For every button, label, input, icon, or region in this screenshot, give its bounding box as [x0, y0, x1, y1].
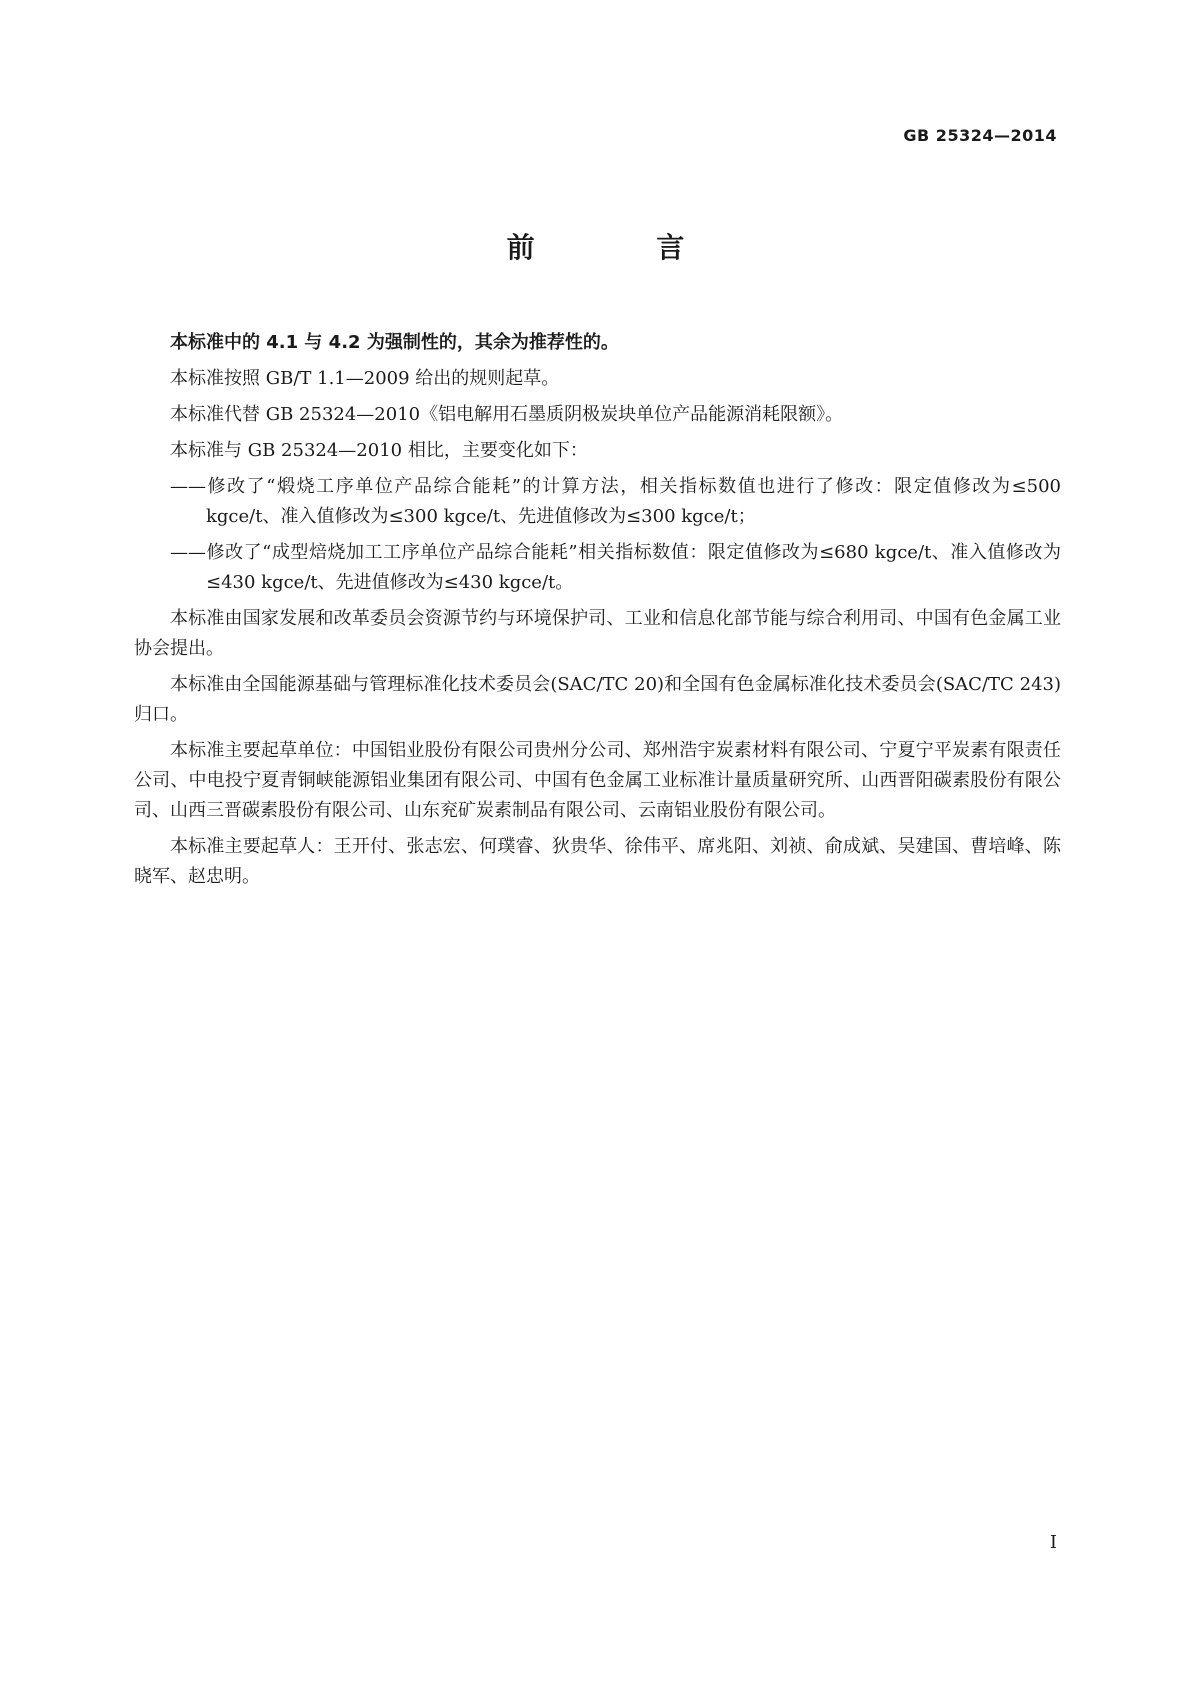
- list-dash: ——: [170, 476, 206, 497]
- change-list-item: [170, 472, 1061, 532]
- list-dash: ——: [170, 542, 206, 563]
- replaces-paragraph: 本标准代替 GB 25324—2010《铝电解用石墨质阴极炭块单位产品能源消耗限额》。: [170, 404, 844, 425]
- page-title: 前 言: [506, 231, 741, 264]
- standard-code: GB 25324—2014: [903, 126, 1057, 145]
- foreword-body: [134, 328, 1061, 892]
- centralized-by-paragraph: 本标准由全国能源基础与管理标准化技术委员会(SAC/TC 20)和全国有色金属标准化技术委员会(SAC/TC 243)归口。: [134, 674, 1061, 725]
- change-list-item: [170, 538, 1061, 598]
- changes-intro-paragraph: 本标准与 GB 25324—2010 相比，主要变化如下：: [170, 440, 588, 461]
- change-item-text: 修改了“煅烧工序单位产品综合能耗”的计算方法，相关指标数值也进行了修改：限定值修改为≤500 kgce/t、准入值修改为≤300 kgce/t、先进值修改为≤300 kgce/t；: [206, 476, 1061, 527]
- mandatory-clause-paragraph: 本标准中的 4.1 与 4.2 为强制性的，其余为推荐性的。: [170, 332, 619, 353]
- drafting-units-paragraph: 本标准主要起草单位：中国铝业股份有限公司贵州分公司、郑州浩宇炭素材料有限公司、宁夏宁平炭素有限责任公司、中电投宁夏青铜峡能源铝业集团有限公司、中国有色金属工业标准计量质量研究所、山西晋阳碳素股份有限公司、山西三晋碳素股份有限公司、山东兖矿炭素制品有限公司、云南铝业股份有限公司。: [134, 740, 1061, 821]
- drafting-rules-paragraph: 本标准按照 GB/T 1.1—2009 给出的规则起草。: [170, 368, 560, 389]
- drafters-paragraph: 本标准主要起草人：王开付、张志宏、何璞睿、狄贵华、徐伟平、席兆阳、刘祯、俞成斌、吴建国、曹培峰、陈晓军、赵忠明。: [134, 836, 1061, 887]
- proposed-by-paragraph: 本标准由国家发展和改革委员会资源节约与环境保护司、工业和信息化部节能与综合利用司、中国有色金属工业协会提出。: [134, 608, 1061, 659]
- page-number: I: [1049, 1532, 1057, 1553]
- change-item-text: 修改了“成型焙烧加工工序单位产品综合能耗”相关指标数值：限定值修改为≤680 kgce/t、准入值修改为≤430 kgce/t、先进值修改为≤430 kgce/t。: [206, 542, 1061, 593]
